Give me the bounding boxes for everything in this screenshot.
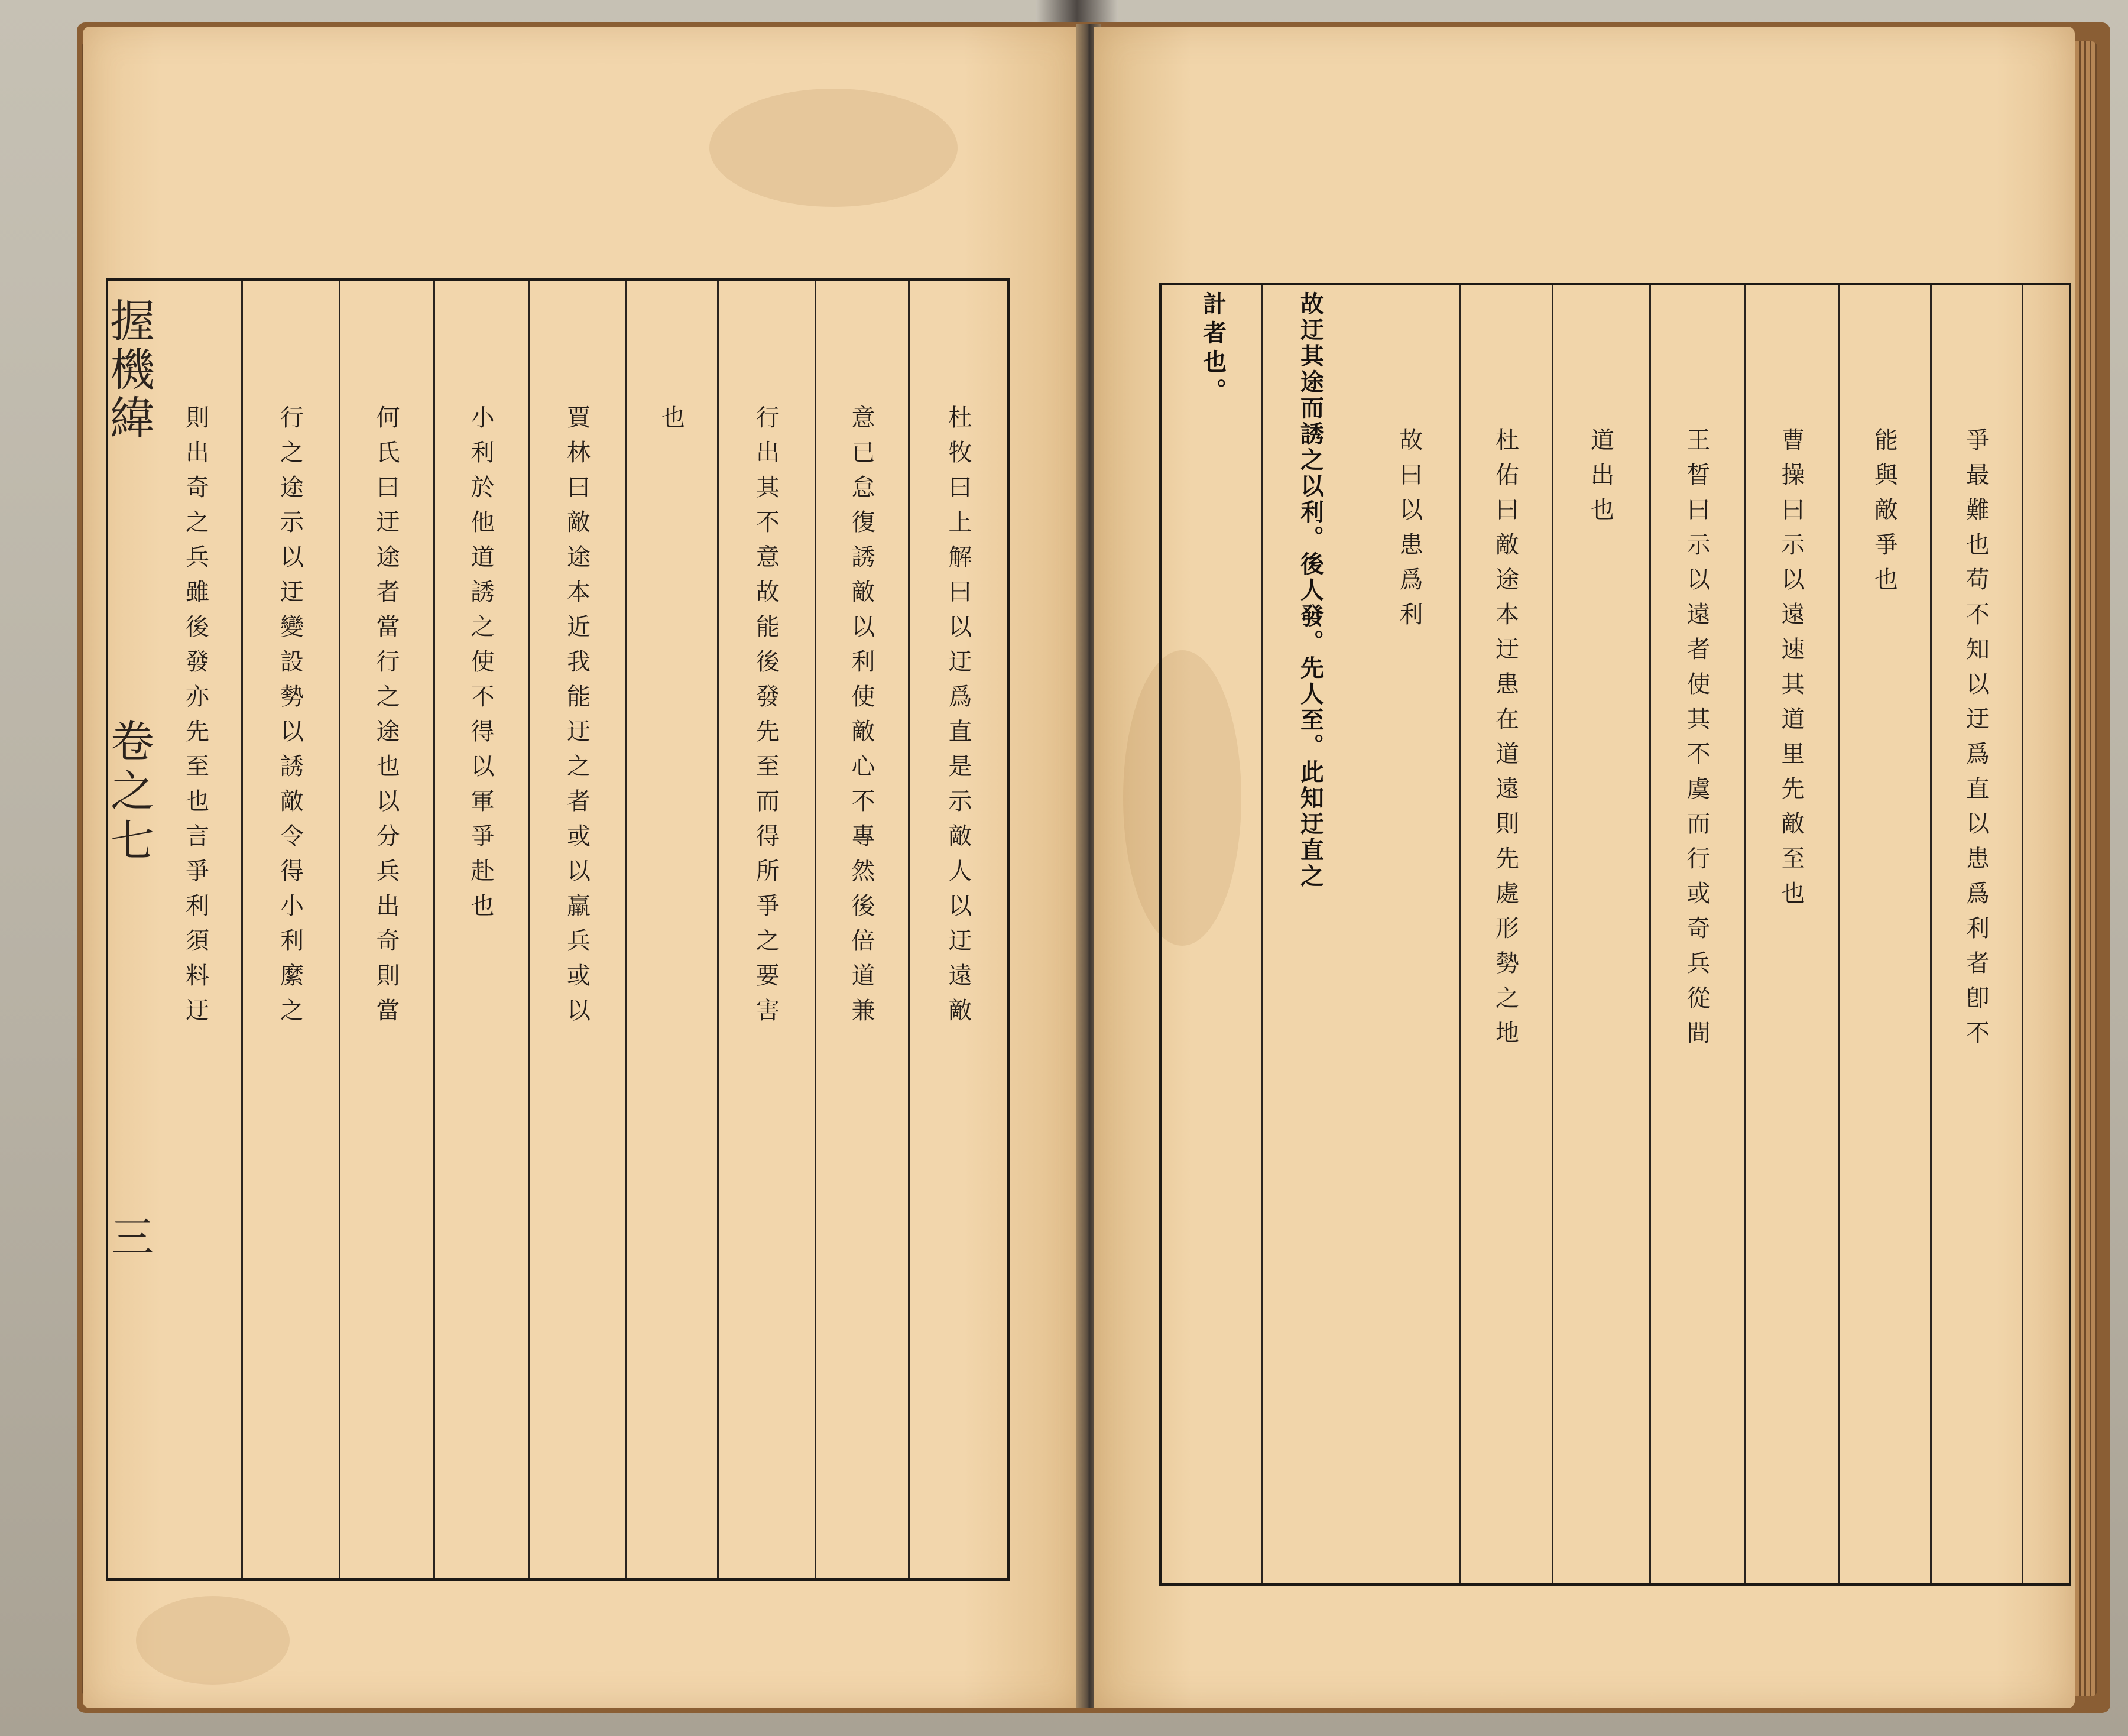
main-text-column-2: 計者也。 [1199,291,1227,407]
text-column-3: 行出其不意故能後發先至而得所爭之要害 [752,405,780,1033]
text-column-2: 意已怠復誘敵以利使敵心不專然後倍道兼 [848,405,875,1033]
paper-stain [709,89,958,207]
right-page-stack-edge [2074,41,2097,1696]
text-column-6: 小利於他道誘之使不得以軍爭赴也 [467,405,494,928]
text-column-5: 道出也 [1587,427,1614,532]
text-column-3: 曹操曰示以遠速其道里先敵至也 [1777,427,1805,916]
text-column-7: 故曰以患爲利 [1396,427,1423,637]
paper-stain [136,1596,290,1685]
folio-number: 三 [104,1215,154,1257]
running-title: 握機緯 [102,297,155,443]
right-print-frame [1159,283,2071,1586]
text-column-6: 杜佑曰敵途本迂患在道遠則先處形勢之地 [1491,427,1519,1055]
text-column-7: 何氏曰迂途者當行之途也以分兵出奇則當 [372,405,400,1033]
text-column-2: 能與敵爭也 [1870,427,1898,602]
text-column-1: 爭最難也苟不知以迂爲直以患爲利者卽不 [1962,427,1990,1055]
text-column-1: 杜牧曰上解曰以迂爲直是示敵人以迂遠敵 [945,405,972,1033]
text-column-5: 賈林曰敵途本近我能迂之者或以羸兵或以 [563,405,591,1033]
text-column-4: 也 [657,405,685,440]
text-column-8: 行之途示以迂變設勢以誘敵令得小利縻之 [276,405,304,1033]
volume-label: 卷之七 [103,718,154,867]
text-column-4: 王晳曰示以遠者使其不虞而行或奇兵從間 [1683,427,1710,1055]
left-print-frame [102,278,1010,1581]
main-text-column-1: 故迂其途而誘之以利。後人發。先人至。此知迂直之 [1296,291,1325,890]
column-rule [2022,285,2023,1583]
text-column-9: 則出奇之兵雖後發亦先至也言爭利須料迂 [181,405,209,1033]
